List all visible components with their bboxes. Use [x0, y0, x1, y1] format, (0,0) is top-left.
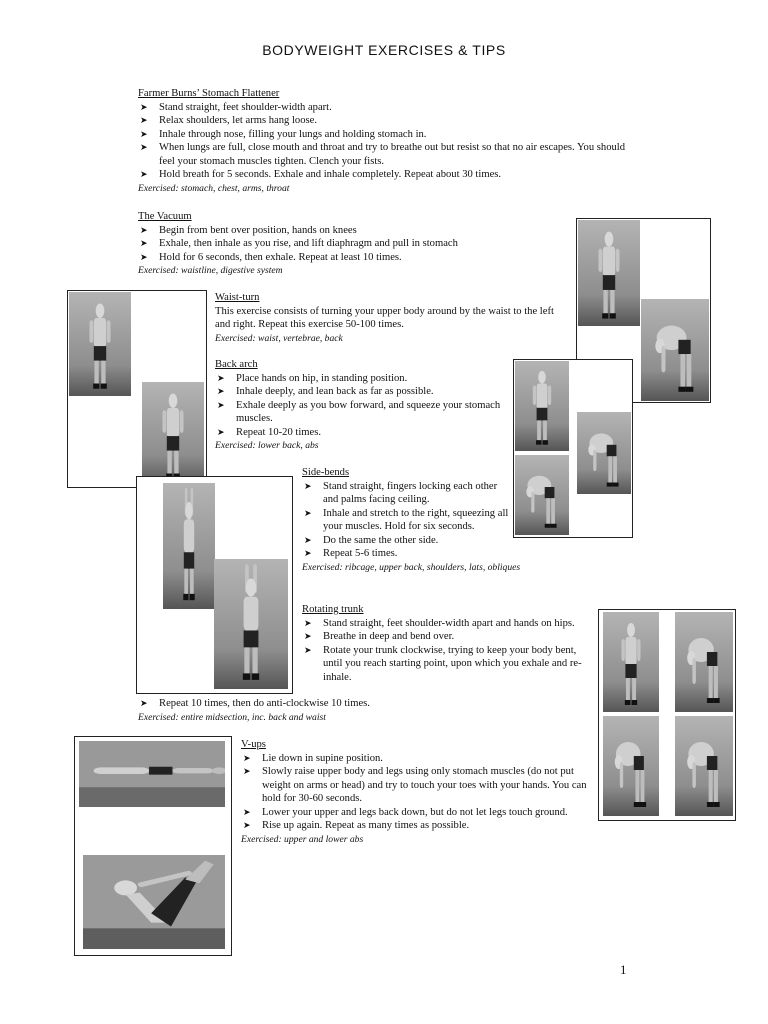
- bullet-list: [302, 617, 587, 685]
- section-body: This exercise consists of turning your upper body around by the waist to the left and right. Repeat this exercise 50-100 times.: [215, 305, 554, 330]
- section-farmer-burns: [138, 87, 638, 195]
- section-waist-turn: [215, 291, 570, 345]
- list-item: ➤ Stand straight, fingers locking each other and palms facing ceiling.: [304, 480, 498, 505]
- page-title: BODYWEIGHT EXERCISES & TIPS: [262, 42, 506, 58]
- bullet-arrow-icon: ➤: [243, 752, 251, 763]
- bullet-arrow-icon: ➤: [304, 631, 312, 641]
- list-item: ➤ Repeat 5-6 times.: [304, 548, 398, 559]
- v-ups-photo-1: [79, 741, 225, 807]
- waist-turn-photo-1: [69, 292, 131, 396]
- list-item: ➤ Begin from bent over position, hands on knees: [140, 224, 357, 236]
- section-heading: Side-bends: [302, 467, 350, 478]
- bullet-arrow-icon: ➤: [140, 251, 148, 262]
- section-vacuum: [138, 210, 568, 278]
- section-side-bends: [302, 466, 521, 574]
- bullet-arrow-icon: ➤: [304, 480, 312, 491]
- list-item: ➤ Exhale, then inhale as you rise, and lift diaphragm and pull in stomach: [140, 238, 458, 249]
- exercised-note: Exercised: ribcage, upper back, shoulders, lats, obliques: [302, 561, 521, 573]
- bullet-arrow-icon: ➤: [140, 698, 148, 708]
- rotating-trunk-photo-4: [675, 716, 733, 816]
- section-heading: Farmer Burns’ Stomach Flattener: [138, 88, 280, 99]
- list-item: ➤ When lungs are full, close mouth and throat and try to breathe out but resist so that no air escapes. You should feel your stomach muscles tighten. Clench your fists.: [140, 142, 626, 167]
- back-arch-photo-3: [515, 455, 569, 535]
- list-item: ➤ Stand straight, feet shoulder-width apart.: [140, 101, 332, 113]
- bullet-arrow-icon: ➤: [217, 426, 225, 437]
- list-item: ➤ Hold for 6 seconds, then exhale. Repeat at least 10 times.: [140, 251, 402, 263]
- bullet-arrow-icon: ➤: [140, 142, 148, 152]
- bullet-arrow-icon: ➤: [140, 101, 148, 112]
- list-item: ➤ Stand straight, feet shoulder-width apart and hands on hips.: [304, 617, 575, 629]
- list-item: ➤ Breathe in deep and bend over.: [304, 631, 455, 642]
- side-bends-photo-frame: [136, 476, 293, 694]
- side-bends-photo-1: [163, 483, 215, 609]
- list-item: ➤ Relax shoulders, let arms hang loose.: [140, 115, 317, 126]
- rotating-trunk-photo-frame: [598, 609, 736, 821]
- section-heading: Back arch: [215, 359, 258, 370]
- section-rotating-trunk: [302, 603, 587, 684]
- v-ups-photo-2: [83, 855, 225, 949]
- bullet-arrow-icon: ➤: [217, 399, 225, 410]
- exercised-note: Exercised: lower back, abs: [215, 440, 319, 451]
- bullet-arrow-icon: ➤: [217, 372, 225, 383]
- bullet-list: [241, 752, 591, 833]
- bullet-list: [138, 224, 568, 265]
- waist-turn-photo-2: [142, 382, 204, 486]
- exercised-note: Exercised: waist, vertebrae, back: [215, 332, 343, 344]
- bullet-arrow-icon: ➤: [304, 617, 312, 628]
- bullet-arrow-icon: ➤: [140, 238, 148, 248]
- section-heading: V-ups: [241, 739, 266, 750]
- bullet-arrow-icon: ➤: [243, 820, 251, 830]
- list-item: ➤ Repeat 10-20 times.: [217, 426, 322, 438]
- list-item: ➤ Inhale through nose, filling your lungs and holding stomach in.: [140, 128, 427, 140]
- list-item: ➤ Repeat 10 times, then do anti-clockwise 10 times.: [140, 698, 370, 709]
- list-item: ➤ Lie down in supine position.: [243, 752, 383, 764]
- bullet-arrow-icon: ➤: [304, 644, 312, 655]
- section-heading: Rotating trunk: [302, 604, 364, 615]
- section-back-arch: [215, 358, 510, 453]
- bullet-arrow-icon: ➤: [140, 115, 148, 125]
- bullet-list: [138, 101, 638, 182]
- rotating-trunk-photo-3: [603, 716, 659, 816]
- rotating-trunk-photo-2: [675, 612, 733, 712]
- list-item: ➤ Place hands on hip, in standing position.: [217, 372, 408, 384]
- page-number: 1: [620, 962, 627, 977]
- list-item: ➤ Slowly raise upper body and legs using only stomach muscles (do not put weight on arms or head) and try to touch your toes with your hands. You can hold for 30-60 seconds.: [243, 766, 587, 804]
- back-arch-photo-1: [515, 361, 569, 451]
- v-ups-photo-frame: [74, 736, 232, 956]
- section-heading: Waist-turn: [215, 292, 260, 303]
- list-item: ➤ Do the same the other side.: [304, 534, 439, 546]
- bullet-arrow-icon: ➤: [140, 128, 148, 139]
- exercised-note: Exercised: stomach, chest, arms, throat: [138, 182, 290, 194]
- bullet-list: [215, 372, 510, 440]
- exercised-note: Exercised: waistline, digestive system: [138, 265, 283, 276]
- bullet-arrow-icon: ➤: [140, 169, 148, 179]
- vacuum-photo-2: [641, 299, 709, 401]
- section-heading: The Vacuum: [138, 211, 192, 222]
- section-rotating-trunk-footer: [138, 697, 438, 724]
- rotating-trunk-photo-1: [603, 612, 659, 712]
- exercised-note: Exercised: entire midsection, inc. back and waist: [138, 711, 326, 723]
- bullet-arrow-icon: ➤: [243, 806, 251, 817]
- list-item: ➤ Inhale deeply, and lean back as far as possible.: [217, 386, 434, 397]
- back-arch-photo-frame: [513, 359, 633, 538]
- list-item: ➤ Inhale and stretch to the right, squeezing all your muscles. Hold for six seconds.: [304, 507, 509, 532]
- list-item: ➤ Exhale deeply as you bow forward, and squeeze your stomach muscles.: [217, 399, 501, 424]
- list-item: ➤ Hold breath for 5 seconds. Exhale and inhale completely. Repeat about 30 times.: [140, 169, 502, 180]
- bullet-arrow-icon: ➤: [243, 766, 251, 776]
- bullet-arrow-icon: ➤: [140, 224, 148, 235]
- bullet-arrow-icon: ➤: [304, 507, 312, 518]
- bullet-list: [302, 480, 512, 561]
- list-item: ➤ Rotate your trunk clockwise, trying to keep your body bent, until you reach starting point, upon which you exhale and re-inhale.: [304, 644, 582, 683]
- bullet-arrow-icon: ➤: [304, 548, 312, 558]
- back-arch-photo-2: [577, 412, 631, 494]
- side-bends-photo-2: [214, 559, 288, 689]
- list-item: ➤ Rise up again. Repeat as many times as possible.: [243, 820, 470, 831]
- vacuum-photo-1: [578, 220, 640, 326]
- bullet-list: [138, 697, 438, 711]
- list-item: ➤ Lower your upper and legs back down, but do not let legs touch ground.: [243, 806, 568, 818]
- bullet-arrow-icon: ➤: [304, 534, 312, 545]
- section-v-ups: [241, 738, 591, 846]
- waist-turn-photo-frame: [67, 290, 207, 488]
- bullet-arrow-icon: ➤: [217, 386, 225, 396]
- exercised-note: Exercised: upper and lower abs: [241, 833, 364, 845]
